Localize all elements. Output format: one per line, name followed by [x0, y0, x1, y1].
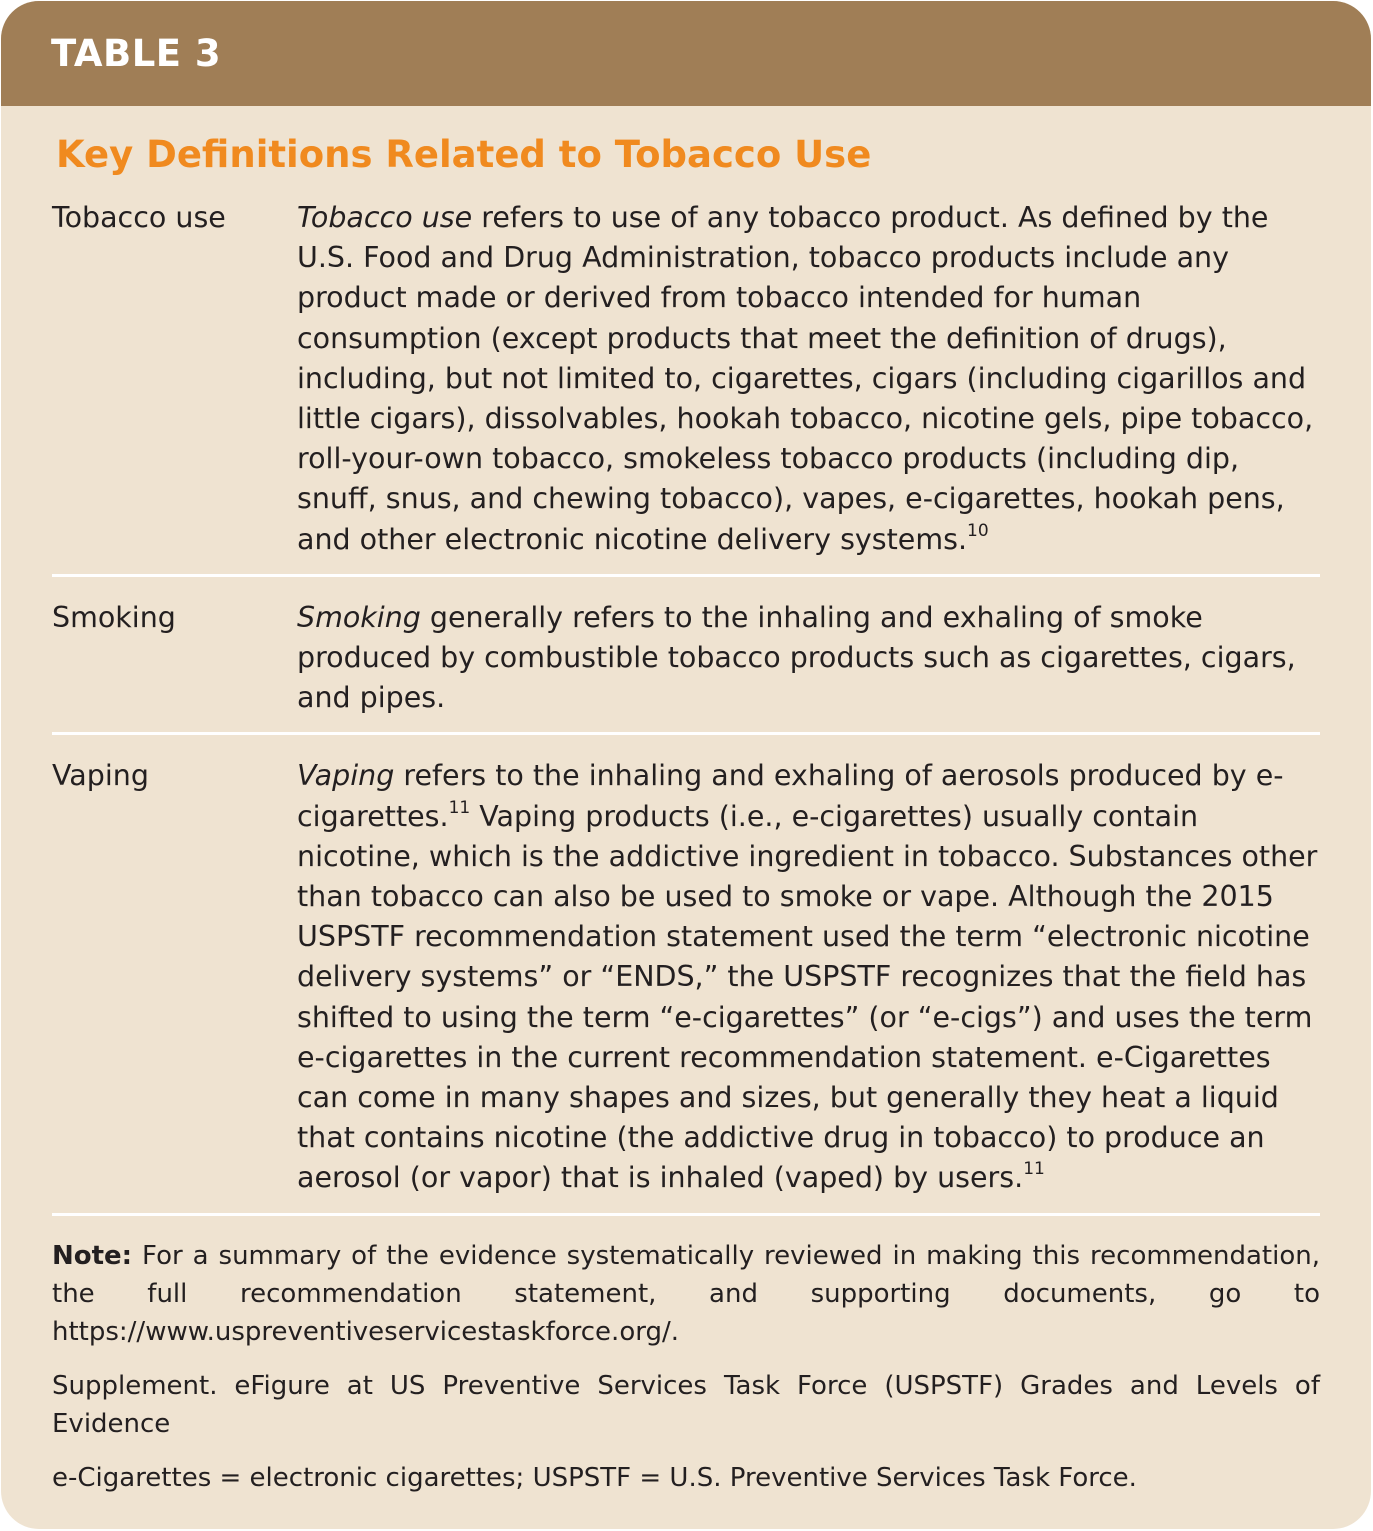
reference-number: 11 [1023, 1159, 1045, 1180]
definition-body: generally refers to the inhaling and exhaling of smoke produced by combustible tobacco products such as cigarettes, cigars, and pipes. [297, 600, 1296, 715]
definition-lead: Tobacco use [297, 201, 473, 234]
row-divider [52, 574, 1320, 577]
term-label: Tobacco use [52, 201, 226, 234]
reference-number: 10 [967, 520, 989, 541]
term-label: Vaping [52, 759, 149, 793]
definition-text [297, 198, 1320, 560]
definition-row-vaping [52, 756, 1320, 1198]
table-footnotes [52, 1237, 1320, 1497]
definition-row-tobacco-use [52, 198, 1320, 560]
footnote-supplement: Supplement. eFigure at US Preventive Services Task Force (USPSTF) Grades and Levels of Evidence [52, 1370, 1320, 1439]
note-label: Note: [52, 1240, 133, 1271]
definition-lead: Smoking [297, 600, 421, 634]
table-title: Key Definitions Related to Tobacco Use [56, 133, 872, 176]
definition-body: refers to the inhaling and exhaling of aerosols produced by e-cigarettes. [297, 759, 1284, 833]
definition-text [297, 598, 1320, 719]
definition-row-smoking [52, 598, 1320, 719]
definition-body-continued: Vaping products (i.e., e-cigarettes) usually contain nicotine, which is the addictive ingredient in tobacco. Substances other than tobacco can also be used to smoke or vape. Although the 2015 USPSTF recommendation statement used the term “electronic nicotine delivery systems” or “ENDS,” the USPSTF recognizes that the field has shifted to using the term “e-cigarettes” (or “e-cigs”) and uses the term e-cigarettes in the current recommendation statement. e-Cigarettes can come in many shapes and sizes, but generally they heat a liquid that contains nicotine (the addictive drug in tobacco) to produce an aerosol (or vapor) that is inhaled (vaped) by users. [297, 799, 1318, 1195]
footnote-abbreviations: e-Cigarettes = electronic cigarettes; USPSTF = U.S. Preventive Services Task Force. [52, 1462, 1137, 1493]
definition-body: refers to use of any tobacco product. As defined by the U.S. Food and Drug Administration, tobacco products include any product made or derived from tobacco intended for human consumption (except products that meet the definition of drugs), including, but not limited to, cigarettes, cigars (including cigarillos and little cigars), dissolvables, hookah tobacco, nicotine gels, pipe tobacco, roll-your-own tobacco, smokeless tobacco products (including dip, snuff, snus, and chewing tobacco), vapes, e-cigarettes, hookah pens, and other electronic nicotine delivery systems. [297, 201, 1314, 556]
table-card [1, 1, 1371, 1529]
table-number: TABLE 3 [51, 32, 222, 75]
table-header-bar [1, 1, 1371, 106]
term-label: Smoking [52, 600, 176, 634]
definition-lead: Vaping [297, 759, 395, 793]
reference-number: 11 [448, 797, 471, 818]
note-text: For a summary of the evidence systematically reviewed in making this recommendation, the full recommendation statement, and supporting documents, go to https://www.uspreventiveservicestaskforce.org/. [52, 1240, 1320, 1347]
row-divider [52, 1213, 1320, 1216]
table-content [1, 130, 1371, 1497]
definition-text [297, 756, 1320, 1198]
footnote-note [52, 1237, 1320, 1351]
row-divider [52, 732, 1320, 735]
